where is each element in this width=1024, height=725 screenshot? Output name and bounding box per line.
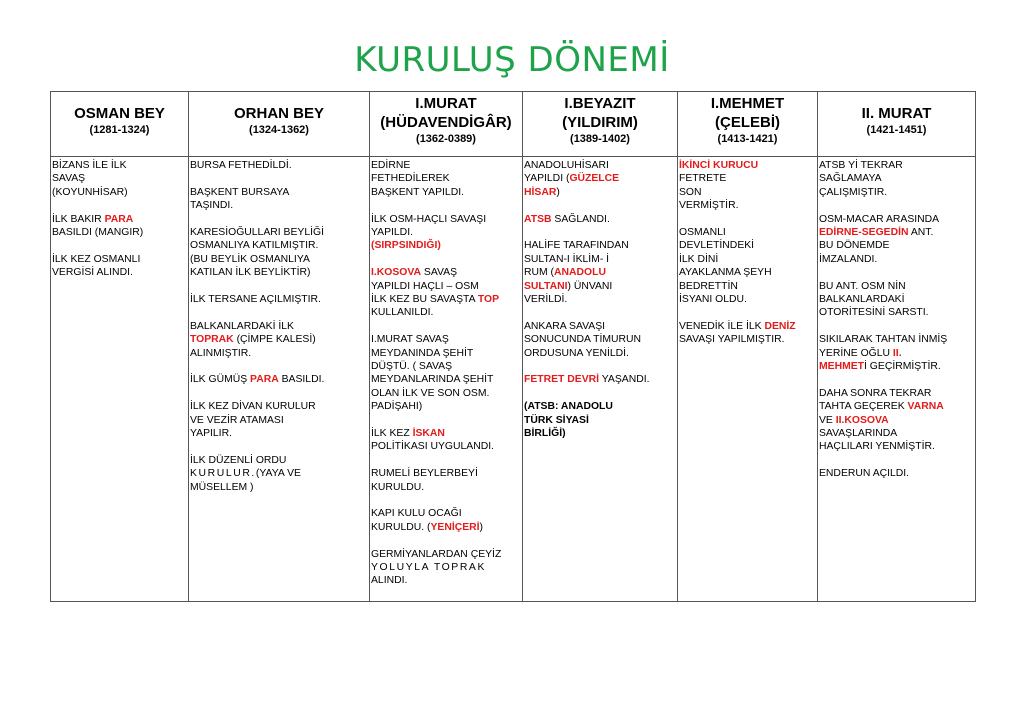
header-orhan-bey [189, 92, 370, 157]
event-item: BİZANS İLE İLK SAVAŞ (KOYUNHİSAR) [52, 160, 128, 198]
event-item: BAŞKENT BURSAYA TAŞINDI. [190, 186, 290, 212]
header-row [51, 92, 976, 157]
page-title: KURULUŞ DÖNEMİ [354, 40, 670, 80]
event-item: DAHA SONRA TEKRAR TAHTA GEÇEREK VARNA VE II.KOSOVA SAVAŞLARINDA HAÇLILARI YENMİŞTİR. [819, 387, 944, 453]
event-item: BURSA FETHEDİLDİ. [190, 160, 292, 171]
event-item: OSMANLI DEVLETİNDEKİ İLK DİNİ AYAKLANMA ŞEYH BEDRETTİN İSYANI OLDU. [679, 227, 772, 306]
event-item: ANKARA SAVAŞI SONUCUNDA TİMURUN ORDUSUNA YENİLDİ. [524, 320, 641, 359]
event-item: İLK KEZ DİVAN KURULUR VE VEZİR ATAMASI YAPILIR. [190, 401, 316, 440]
column-name: II. MURAT [861, 105, 932, 122]
header-i-murat [370, 92, 523, 157]
header-i-mehmet [678, 92, 818, 157]
event-item: ATSB SAĞLANDI. [524, 213, 610, 225]
event-item: FETRET DEVRİ YAŞANDI. [524, 374, 650, 386]
event-item: İKİNCİ KURUCU FETRETE SON VERMİŞTİR. [679, 160, 759, 212]
column-years: (1389-1402) [570, 133, 630, 145]
column-epithet: (YILDIRIM) [562, 114, 638, 131]
timeline-table [50, 91, 976, 602]
event-item: ANADOLUHİSARI YAPILDI (GÜZELCE HİSAR) [524, 160, 620, 198]
event-item: OSM-MACAR ARASINDA EDİRNE-SEGEDİN ANT. BU DÖNEMDE İMZALANDI. [819, 213, 940, 265]
event-item: ENDERUN AÇILDI. [819, 468, 910, 480]
column-name: ORHAN BEY [233, 105, 324, 122]
event-item: KAPI KULU OCAĞI KURULDU. (YENİÇERİ) [371, 508, 484, 533]
content-row [51, 157, 976, 602]
event-item: (ATSB: ANADOLU TÜRK SİYASİ BİRLİĞİ) [524, 401, 613, 440]
event-item: ATSB Yİ TEKRAR SAĞLAMAYA ÇALIŞMIŞTIR. [819, 160, 903, 198]
header-ii-murat [818, 92, 976, 157]
osman-bey-events [51, 157, 189, 602]
event-item: İLK GÜMÜŞ PARA BASILDI. [190, 374, 325, 386]
event-item: EDİRNE FETHEDİLEREK BAŞKENT YAPILDI. [371, 160, 464, 198]
header-osman-bey [51, 92, 189, 157]
event-item: KARESİOĞULLARI BEYLİĞİ OSMANLIYA KATILMIŞTIR. (BU BEYLİK OSMANLIYA KATILAN İLK BEYLİKTİR) [190, 227, 324, 279]
event-item: İLK TERSANE AÇILMIŞTIR. [190, 294, 321, 306]
event-item: İLK BAKIR PARA BASILDI (MANGIR) [52, 213, 144, 239]
event-item: I.KOSOVA SAVAŞ YAPILDI HAÇLI – OSM İLK KEZ BU SAVAŞTA TOP KULLANILDI. [371, 267, 499, 319]
event-item: İLK KEZ OSMANLI VERGİSİ ALINDI. [52, 253, 141, 279]
i-beyazit-events [523, 157, 678, 602]
column-years: (1324-1362) [249, 124, 309, 136]
event-item: GERMİYANLARDAN ÇEYİZ YOLUYLA TOPRAK ALINDI. [371, 548, 502, 587]
event-item: HALİFE TARAFINDAN SULTAN-I İKLİM- İ RUM (ANADOLU SULTANI) ÜNVANI VERİLDİ. [524, 240, 629, 306]
i-mehmet-events [678, 157, 818, 602]
column-years: (1281-1324) [89, 124, 150, 136]
column-name: I.MEHMET [710, 95, 785, 112]
column-years: (1413-1421) [717, 133, 778, 145]
column-epithet: (HÜDAVENDİGÂR) [380, 114, 512, 131]
column-epithet: (ÇELEBİ) [715, 114, 780, 131]
i-murat-events [370, 157, 523, 602]
column-name: I.BEYAZIT [564, 95, 636, 112]
column-name: OSMAN BEY [74, 105, 165, 122]
column-name: I.MURAT [415, 95, 477, 112]
event-item: SIKILARAK TAHTAN İNMİŞ YERİNE OĞLU II. MEHMETİ GEÇİRMİŞTİR. [819, 334, 948, 373]
event-item: VENEDİK İLE İLK DENİZ SAVAŞI YAPILMIŞTIR. [679, 320, 796, 346]
column-years: (1362-0389) [416, 133, 476, 145]
ii-murat-events [818, 157, 976, 602]
event-item: İLK KEZ İSKAN POLİTİKASI UYGULANDI. [371, 428, 494, 453]
event-item: RUMELİ BEYLERBEYİ KURULDU. [371, 468, 478, 493]
column-years: (1421-1451) [866, 124, 927, 136]
event-item: İLK DÜZENLİ ORDU KURULUR.(YAYA VE MÜSELLEM ) [190, 454, 301, 493]
event-item: BU ANT. OSM NİN BALKANLARDAKİ OTORİTESİNİ SARSTI. [819, 280, 929, 319]
event-item: I.MURAT SAVAŞ MEYDANINDA ŞEHİT DÜŞTÜ. ( SAVAŞ MEYDANLARINDA ŞEHİT OLAN İLK VE SON OSM. PADİŞAHI) [371, 334, 494, 413]
orhan-bey-events [189, 157, 370, 602]
event-item: İLK OSM-HAÇLI SAVAŞI YAPILDI. (SIRPSINDIĞI) [371, 213, 487, 252]
event-item: BALKANLARDAKİ İLK TOPRAK (ÇİMPE KALESİ) ALINMIŞTIR. [190, 320, 316, 359]
header-i-beyazit [523, 92, 678, 157]
